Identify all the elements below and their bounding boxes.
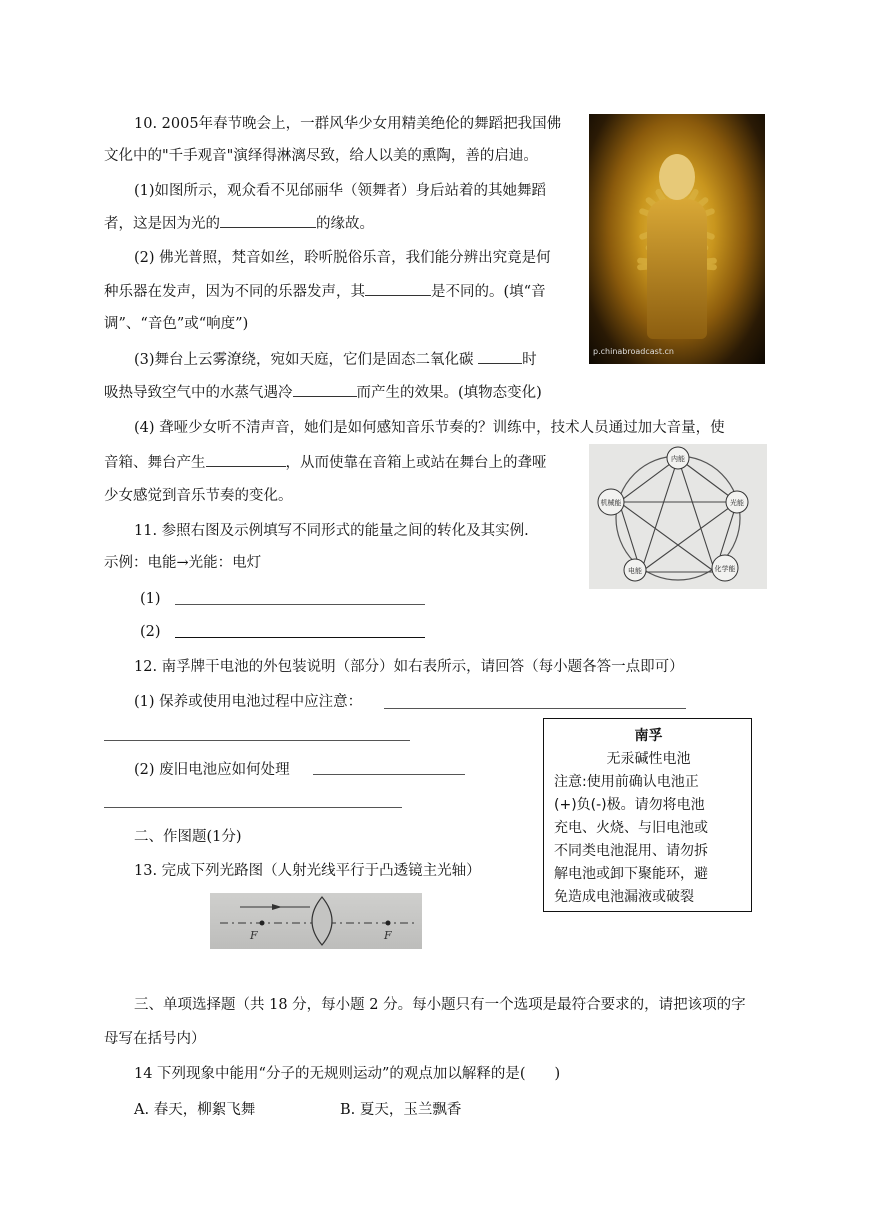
answer-blank[interactable]: [293, 382, 357, 397]
answer-blank[interactable]: [365, 281, 431, 296]
answer-line[interactable]: [104, 807, 402, 808]
node-internal-energy: 内能: [671, 455, 685, 463]
node-light-energy: 光能: [730, 499, 744, 507]
node-chemical-energy: 化学能: [714, 565, 736, 573]
guanyin-dance-photo: [589, 114, 765, 364]
battery-note-line: 免造成电池漏液或破裂: [554, 889, 694, 905]
answer-blank[interactable]: [478, 349, 522, 364]
answer-line[interactable]: [175, 637, 425, 638]
q10-part4-line3: 少女感觉到音乐节奏的变化。: [104, 488, 293, 504]
q10-part3-line1: [134, 349, 537, 370]
q10-part4-line2: [104, 452, 547, 473]
q14-option-b[interactable]: B. 夏天，玉兰飘香: [340, 1102, 462, 1118]
node-mechanical-energy: 机械能: [600, 499, 622, 507]
q10-part2-text-end: 是不同的。(填“音: [431, 284, 546, 300]
q11-item-2: (2): [140, 624, 161, 640]
q13-text: 13. 完成下列光路图（人射光线平行于凸透镜主光轴）: [134, 863, 481, 879]
section2-heading: 二、作图题(1分): [134, 829, 242, 845]
battery-brand: 南孚: [634, 728, 663, 744]
battery-note-line: 充电、火烧、与旧电池或: [554, 820, 708, 836]
focal-point-right-label: F: [384, 929, 392, 942]
battery-note-line: 解电池或卸下聚能环，避: [554, 866, 708, 882]
focal-point-left-label: F: [250, 929, 258, 942]
q10-part1-text: 者，这是因为光的: [104, 216, 220, 232]
q10-part2-line3: 调”、“音色”或“响度”): [104, 316, 249, 332]
q10-part3-text-end: 时: [522, 352, 537, 368]
q10-part3-text2: 吸热导致空气中的水蒸气遇冷: [104, 385, 293, 401]
photo-watermark: p.chinabroadcast.cn: [593, 347, 674, 356]
q12-line-1: 12. 南孚牌干电池的外包装说明（部分）如右表所示，请回答（每小题各答一点即可）: [134, 659, 684, 675]
q11-line-1: 11. 参照右图及示例填写不同形式的能量之间的转化及其实例.: [134, 523, 529, 539]
answer-line[interactable]: [175, 604, 425, 605]
answer-line[interactable]: [384, 708, 686, 709]
battery-label-box: [543, 718, 752, 912]
q10-part4-text: 音箱、舞台产生: [104, 455, 206, 471]
answer-blank[interactable]: [206, 452, 286, 467]
q11-example: 示例：电能→光能：电灯: [104, 555, 262, 571]
q10-part2-line1: (2) 佛光普照，梵音如丝，聆听脱俗乐音，我们能分辨出究竟是何: [134, 250, 551, 266]
q10-part3-line2: [104, 382, 542, 403]
q11-item-1: (1): [140, 591, 161, 607]
q10-part2-text: 种乐器在发声，因为不同的乐器发声，其: [104, 284, 365, 300]
node-electric-energy: 电能: [628, 567, 642, 575]
q14-text: 14 下列现象中能用“分子的无规则运动”的观点加以解释的是( ): [134, 1066, 561, 1082]
answer-line[interactable]: [313, 774, 465, 775]
section3-line-1: 三、单项选择题（共 18 分，每小题 2 分。每小题只有一个选项是最符合要求的，请把该项的字: [134, 997, 746, 1013]
battery-note-line: 注意:使用前确认电池正: [554, 774, 699, 790]
q10-part4-text-end: ，从而使靠在音箱上或站在舞台上的聋哑: [285, 455, 547, 471]
q10-part1-text-end: 的缘故。: [316, 216, 374, 232]
q10-part3-text2-end: 而产生的效果。(填物态变化): [356, 385, 542, 401]
q14-option-a[interactable]: A. 春天，柳絮飞舞: [134, 1102, 256, 1118]
battery-type: 无汞碱性电池: [606, 751, 691, 767]
answer-blank[interactable]: [220, 213, 316, 228]
q10-part4-line1: (4) 聋哑少女听不清声音，她们是如何感知音乐节奏的？训练中，技术人员通过加大音量，使: [134, 420, 725, 436]
battery-note-line: 不同类电池混用、请勿拆: [554, 843, 708, 859]
battery-note-line: (+)负(-)极。请勿将电池: [554, 797, 705, 813]
q12-part2: (2) 废旧电池应如何处理: [134, 762, 290, 778]
q12-part1: (1) 保养或使用电池过程中应注意：: [134, 694, 363, 710]
section3-line-2: 母写在括号内）: [104, 1031, 206, 1047]
q10-part3-text: (3)舞台上云雾潦绕，宛如天庭，它们是固态二氧化碳: [134, 352, 474, 368]
q10-part1-line1: (1)如图所示，观众看不见邰丽华（领舞者）身后站着的其她舞蹈: [134, 183, 547, 199]
q10-part2-line2: [104, 281, 546, 302]
q10-line-1: 10. 2005年春节晚会上，一群风华少女用精美绝伦的舞蹈把我国佛: [134, 116, 562, 132]
q10-line-2: 文化中的"千手观音"演绎得淋漓尽致，给人以美的熏陶，善的启迪。: [104, 148, 538, 164]
convex-lens-diagram: [210, 893, 422, 949]
energy-conversion-diagram: [589, 444, 767, 589]
q10-part1-line2: [104, 213, 374, 234]
answer-line[interactable]: [104, 740, 410, 741]
